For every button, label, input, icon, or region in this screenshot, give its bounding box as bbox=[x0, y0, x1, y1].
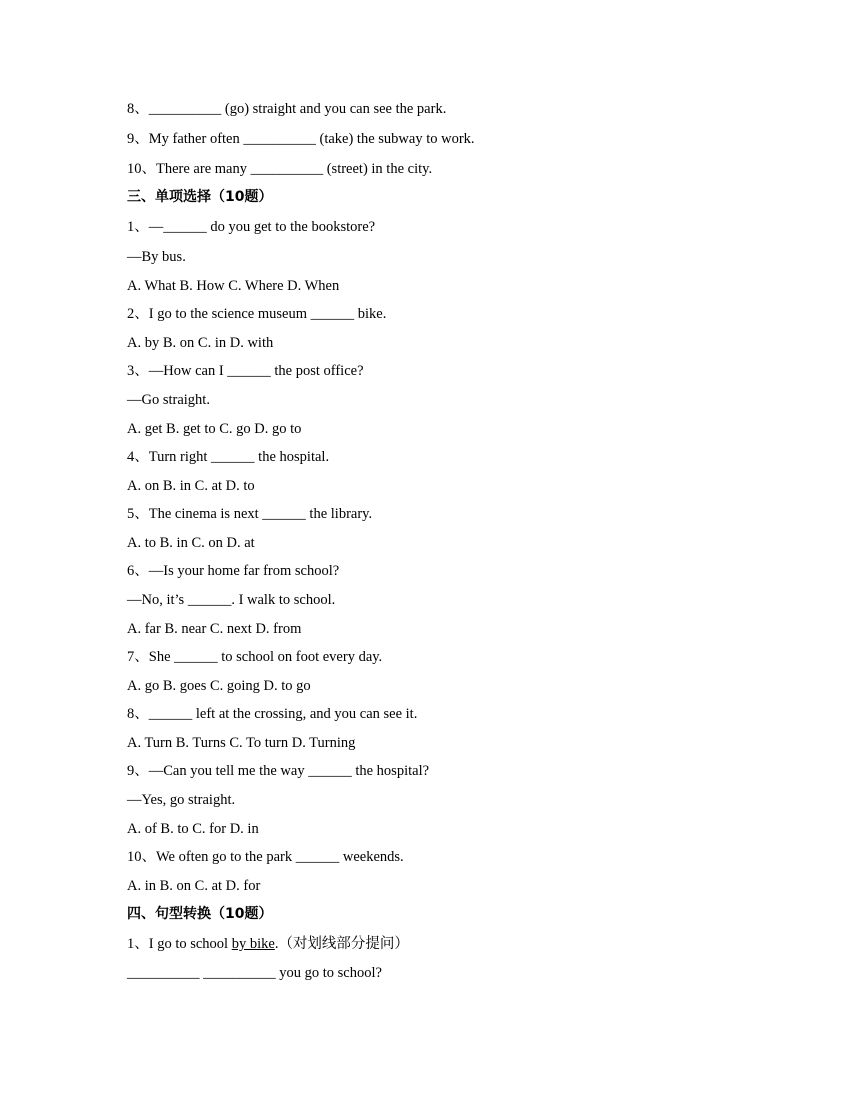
question-8: 8、______ left at the crossing, and you can see it. bbox=[127, 706, 418, 722]
question-8-options: A. Turn B. Turns C. To turn D. Turning bbox=[127, 735, 356, 751]
question-6-answer: —No, it’s ______. I walk to school. bbox=[127, 592, 336, 608]
transform-item-1 bbox=[127, 935, 747, 953]
question-9: 9、—Can you tell me the way ______ the hospital? bbox=[127, 763, 430, 779]
question-4: 4、Turn right ______ the hospital. bbox=[127, 449, 330, 465]
question-1: 1、—______ do you get to the bookstore? bbox=[127, 219, 376, 235]
fill-item-8: 8、__________ (go) straight and you can see the park. bbox=[127, 101, 447, 117]
question-3-answer: —Go straight. bbox=[127, 392, 210, 408]
section-heading-multiple-choice: 三、单项选择（10题） bbox=[127, 189, 273, 205]
question-5: 5、The cinema is next ______ the library. bbox=[127, 506, 373, 522]
question-10: 10、We often go to the park ______ weekends. bbox=[127, 849, 404, 865]
question-7-options: A. go B. goes C. going D. to go bbox=[127, 678, 311, 694]
question-9-options: A. of B. to C. for D. in bbox=[127, 821, 259, 837]
question-3-options: A. get B. get to C. go D. go to bbox=[127, 421, 302, 437]
question-5-options: A. to B. in C. on D. at bbox=[127, 535, 255, 551]
underlined-phrase: by bike bbox=[231, 936, 275, 952]
question-1-answer: —By bus. bbox=[127, 249, 186, 265]
fill-item-10: 10、There are many __________ (street) in the city. bbox=[127, 161, 433, 177]
question-7: 7、She ______ to school on foot every day. bbox=[127, 649, 383, 665]
question-1-options: A. What B. How C. Where D. When bbox=[127, 278, 340, 294]
question-6: 6、—Is your home far from school? bbox=[127, 563, 340, 579]
transform-item-1-prefix: 1、I go to school bbox=[127, 936, 232, 952]
transform-item-1-answer-line: __________ __________ you go to school? bbox=[127, 965, 382, 981]
question-3: 3、—How can I ______ the post office? bbox=[127, 363, 364, 379]
fill-item-9: 9、My father often __________ (take) the subway to work. bbox=[127, 131, 475, 147]
question-9-answer: —Yes, go straight. bbox=[127, 792, 236, 808]
question-2: 2、I go to the science museum ______ bike. bbox=[127, 306, 387, 322]
question-6-options: A. far B. near C. next D. from bbox=[127, 621, 302, 637]
question-4-options: A. on B. in C. at D. to bbox=[127, 478, 255, 494]
transform-item-1-suffix: .（对划线部分提问） bbox=[274, 936, 409, 952]
question-10-options: A. in B. on C. at D. for bbox=[127, 878, 261, 894]
worksheet-page bbox=[127, 100, 747, 982]
question-2-options: A. by B. on C. in D. with bbox=[127, 335, 274, 351]
section-heading-sentence-transform: 四、句型转换（10题） bbox=[127, 906, 273, 922]
